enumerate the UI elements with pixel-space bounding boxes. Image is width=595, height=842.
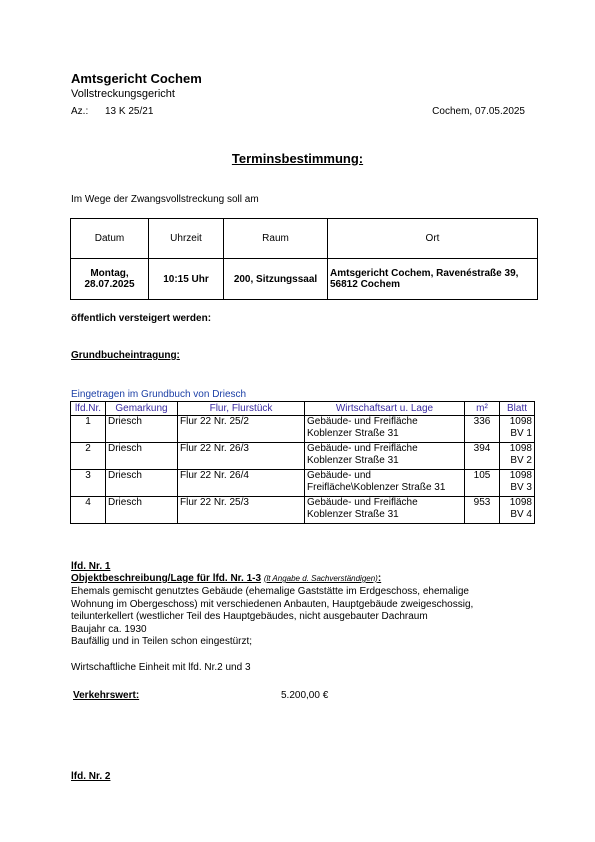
cell-wirtschaftsart: [305, 416, 465, 443]
cell-blatt-line2: BV 4: [510, 509, 532, 520]
description-line: Ehemals gemischt genutztes Gebäude (ehemalige Gaststätte im Erdgeschoss, ehemalige: [71, 586, 469, 597]
cell-blatt-line1: 1098: [509, 470, 532, 481]
cell-nr: 1: [71, 416, 106, 443]
file-number-value: 13 K 25/21: [105, 106, 154, 117]
cell-blatt-line2: BV 1: [510, 428, 532, 439]
cell-nr: 2: [71, 443, 106, 470]
cell-blatt-line1: 1098: [509, 443, 532, 454]
object-description: [71, 586, 473, 649]
col-header-nr: lfd.Nr.: [71, 402, 106, 416]
cell-blatt-line1: 1098: [509, 416, 532, 427]
description-line: Baufällig und in Teilen schon eingestürzt;: [71, 636, 253, 647]
grundbuch-caption: Eingetragen im Grundbuch von Driesch: [71, 389, 247, 400]
cell-wirtschaftsart-line2: Koblenzer Straße 31: [307, 509, 399, 520]
cell-wirtschaftsart: [305, 497, 465, 524]
col-header-flur: Flur, Flurstück: [178, 402, 305, 416]
section-heading-grundbuch: Grundbucheintragung:: [71, 350, 180, 361]
cell-nr: 4: [71, 497, 106, 524]
cell-blatt: [500, 497, 535, 524]
economic-unit-note: Wirtschaftliche Einheit mit lfd. Nr.2 und 3: [71, 662, 251, 673]
appointment-date: [71, 259, 149, 300]
col-header-m2: m²: [465, 402, 500, 416]
table-row: [71, 497, 535, 524]
court-division: Vollstreckungsgericht: [71, 88, 175, 100]
cell-flur: Flur 22 Nr. 26/3: [178, 443, 305, 470]
appointment-room: 200, Sitzungssaal: [224, 259, 328, 300]
market-value: 5.200,00 €: [281, 690, 329, 701]
auction-statement: öffentlich versteigert werden:: [71, 313, 212, 324]
object-description-label: Objektbeschreibung/Lage für lfd. Nr. 1-3: [71, 573, 262, 584]
item-heading-1: lfd. Nr. 1: [71, 561, 111, 572]
col-header-ort: Ort: [328, 219, 538, 259]
cell-wirtschaftsart-line1: Gebäude- und Freifläche: [307, 497, 418, 508]
cell-wirtschaftsart-line1: Gebäude- und: [307, 470, 371, 481]
market-value-label: Verkehrswert:: [73, 690, 140, 701]
cell-flur: Flur 22 Nr. 25/2: [178, 416, 305, 443]
cell-blatt: [500, 443, 535, 470]
col-header-uhrzeit: Uhrzeit: [149, 219, 224, 259]
col-header-gemarkung: Gemarkung: [106, 402, 178, 416]
cell-gemarkung: Driesch: [106, 416, 178, 443]
cell-m2: 105: [465, 470, 500, 497]
cell-blatt-line2: BV 2: [510, 455, 532, 466]
cell-flur: Flur 22 Nr. 26/4: [178, 470, 305, 497]
object-description-note: (lt Angabe d. Sachverständigen): [263, 574, 378, 583]
cell-wirtschaftsart-line2: Koblenzer Straße 31: [307, 455, 399, 466]
col-header-blatt: Blatt: [500, 402, 535, 416]
cell-wirtschaftsart-line2: Koblenzer Straße 31: [307, 428, 399, 439]
cell-gemarkung: Driesch: [106, 497, 178, 524]
appointment-place-line1: Amtsgericht Cochem, Ravenéstraße 39,: [330, 268, 519, 279]
land-register-table: [70, 401, 535, 524]
table-row: [71, 443, 535, 470]
cell-wirtschaftsart-line1: Gebäude- und Freifläche: [307, 416, 418, 427]
appointment-place-line2: 56812 Cochem: [330, 279, 401, 290]
cell-wirtschaftsart: [305, 470, 465, 497]
place-date: Cochem, 07.05.2025: [432, 106, 525, 117]
page-title: Terminsbestimmung:: [231, 151, 364, 166]
table-row: [71, 416, 535, 443]
col-header-wirtschaftsart: Wirtschaftsart u. Lage: [305, 402, 465, 416]
cell-blatt-line1: 1098: [509, 497, 532, 508]
cell-nr: 3: [71, 470, 106, 497]
cell-m2: 336: [465, 416, 500, 443]
cell-m2: 953: [465, 497, 500, 524]
file-number-label: Az.:: [71, 106, 89, 117]
col-header-raum: Raum: [224, 219, 328, 259]
table-row: [71, 470, 535, 497]
cell-blatt-line2: BV 3: [510, 482, 532, 493]
appointment-time: 10:15 Uhr: [149, 259, 224, 300]
cell-wirtschaftsart-line1: Gebäude- und Freifläche: [307, 443, 418, 454]
description-line: teilunterkellert (westlicher Teil des Hauptgebäudes, nicht ausgebauter Dachraum: [71, 611, 428, 622]
cell-blatt: [500, 470, 535, 497]
item-heading-2: lfd. Nr. 2: [71, 771, 111, 782]
cell-blatt: [500, 416, 535, 443]
cell-gemarkung: Driesch: [106, 470, 178, 497]
appointment-table: [70, 218, 538, 300]
cell-gemarkung: Driesch: [106, 443, 178, 470]
col-header-datum: Datum: [71, 219, 149, 259]
description-line: Wohnung im Obergeschoss) mit verschiedenen Anbauten, Hauptgebäude zweigeschossig,: [71, 598, 474, 610]
intro-text: Im Wege der Zwangsvollstreckung soll am: [71, 194, 259, 205]
appointment-place: [328, 259, 538, 300]
table-header-row: [71, 402, 535, 416]
cell-m2: 394: [465, 443, 500, 470]
cell-wirtschaftsart-line2: Freifläche\Koblenzer Straße 31: [307, 482, 446, 493]
object-description-colon: :: [377, 573, 382, 584]
object-description-heading: [71, 573, 381, 584]
appointment-weekday: Montag,: [90, 268, 129, 279]
appointment-date-value: 28.07.2025: [84, 279, 135, 290]
description-line: Baujahr ca. 1930: [71, 623, 147, 635]
court-name: Amtsgericht Cochem: [71, 71, 202, 86]
cell-wirtschaftsart: [305, 443, 465, 470]
cell-flur: Flur 22 Nr. 25/3: [178, 497, 305, 524]
